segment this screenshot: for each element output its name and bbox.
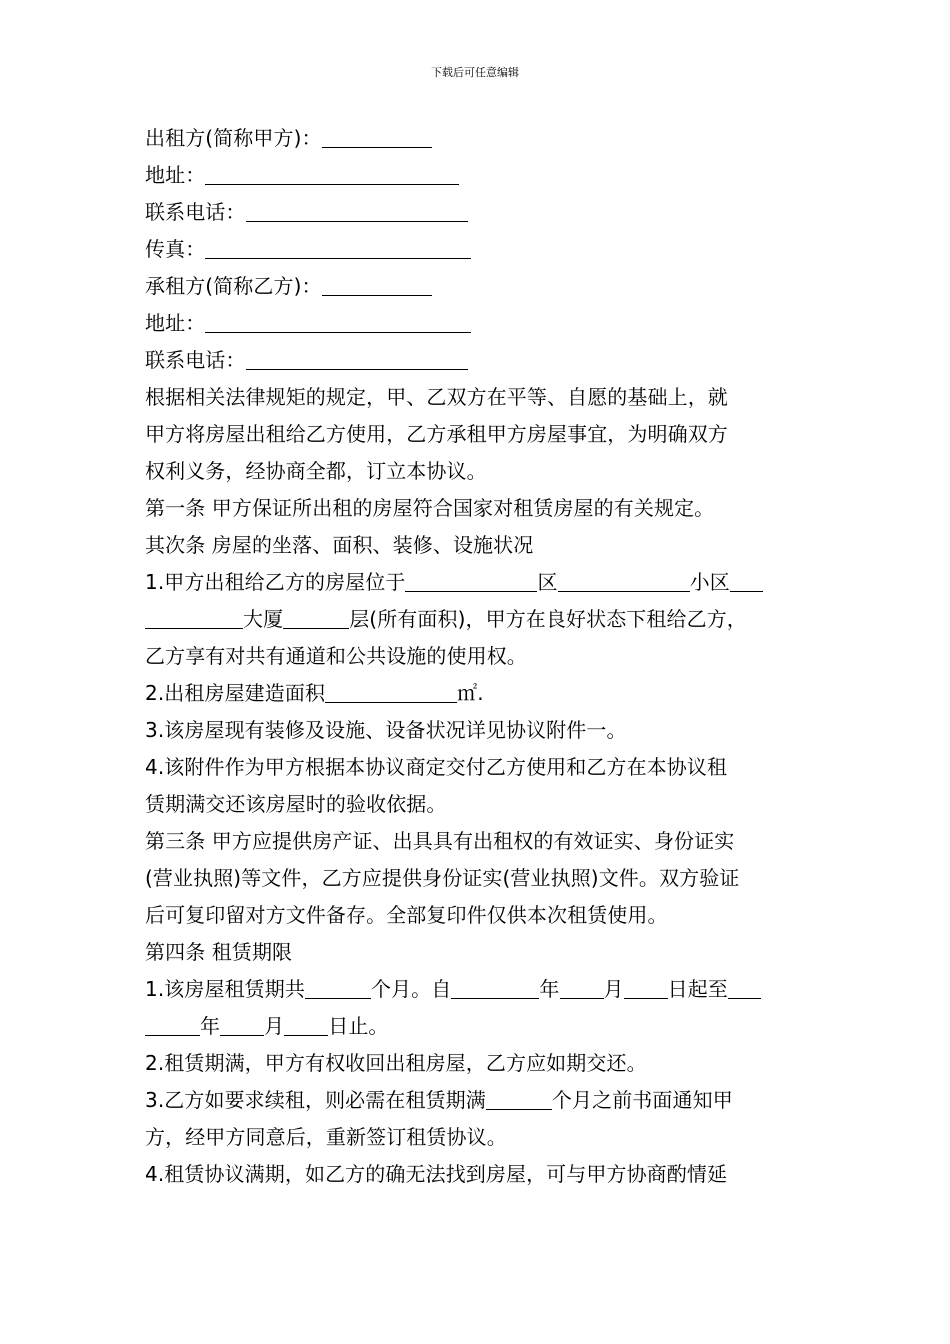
a2-item1-text: 1.甲方出租给乙方的房屋位于 bbox=[145, 570, 406, 594]
intro-line: 权利义务，经协商全都，订立本协议。 bbox=[145, 459, 487, 483]
contract-body bbox=[145, 120, 810, 1193]
a2-item2-unit: ㎡. bbox=[457, 681, 484, 705]
article-2-item-1-line-3: 乙方享有对共有通道和公共设施的使用权。 bbox=[145, 644, 527, 668]
lessor-address-label: 地址： bbox=[145, 163, 206, 187]
lessor-phone-line bbox=[145, 194, 810, 231]
start-year-blank bbox=[451, 976, 539, 999]
article-4-item-2: 2.租赁期满，甲方有权收回出租房屋，乙方应如期交还。 bbox=[145, 1051, 647, 1075]
a2-item2-text: 2.出租房屋建造面积 bbox=[145, 681, 326, 705]
lessee-address-blank bbox=[205, 310, 471, 333]
end-year-blank-end bbox=[145, 1013, 200, 1036]
article-2-title: 其次条 房屋的坐落、面积、装修、设施状况 bbox=[145, 533, 534, 557]
article-4-item-3-line-2: 方，经甲方同意后，重新签订租赁协议。 bbox=[145, 1125, 507, 1149]
article-2-item-1-line-1 bbox=[145, 564, 810, 601]
lessor-name-blank bbox=[322, 125, 432, 148]
lessee-line bbox=[145, 268, 810, 305]
article-1: 第一条 甲方保证所出租的房屋符合国家对租赁房屋的有关规定。 bbox=[145, 496, 715, 520]
lessor-address-line bbox=[145, 157, 810, 194]
lessee-name-blank bbox=[322, 273, 432, 296]
article-4-title: 第四条 租赁期限 bbox=[145, 940, 293, 964]
end-month-blank bbox=[220, 1013, 264, 1036]
a4-item1-end-month-label: 月 bbox=[264, 1014, 285, 1038]
a4-item3-notice-text: 个月之前书面通知甲 bbox=[551, 1088, 733, 1112]
a4-item1-text: 1.该房屋租赁期共 bbox=[145, 977, 305, 1001]
a2-item1-district-label: 区 bbox=[537, 570, 558, 594]
lessee-phone-label: 联系电话： bbox=[145, 348, 246, 372]
lessor-fax-label: 传真： bbox=[145, 237, 206, 261]
start-day-blank bbox=[624, 976, 668, 999]
lessee-address-label: 地址： bbox=[145, 311, 206, 335]
a4-item1-end-day-label: 日止。 bbox=[328, 1014, 389, 1038]
page-header-note: 下载后可任意编辑 bbox=[431, 66, 519, 79]
building-blank-start bbox=[730, 569, 763, 592]
lessor-label: 出租方(简称甲方)： bbox=[145, 126, 322, 150]
community-blank bbox=[558, 569, 690, 592]
a4-item3-text: 3.乙方如要求续租，则必需在租赁期满 bbox=[145, 1088, 486, 1112]
building-blank-end bbox=[145, 606, 243, 629]
a2-item1-community-label: 小区 bbox=[689, 570, 730, 594]
article-3-line: 后可复印留对方文件备存。全部复印件仅供本次租赁使用。 bbox=[145, 903, 668, 927]
lessee-address-line bbox=[145, 305, 810, 342]
lessee-label: 承租方(简称乙方)： bbox=[145, 274, 322, 298]
end-year-blank-start bbox=[728, 976, 761, 999]
a2-item1-floor-text: 层(所有面积)，甲方在良好状态下租给乙方， bbox=[349, 607, 747, 631]
lessor-fax-line bbox=[145, 231, 810, 268]
lessee-phone-line bbox=[145, 342, 810, 379]
intro-line: 甲方将房屋出租给乙方使用，乙方承租甲方房屋事宜，为明确双方 bbox=[145, 422, 728, 446]
a4-item1-until-label: 日起至 bbox=[667, 977, 728, 1001]
floor-blank bbox=[283, 606, 349, 629]
area-blank bbox=[325, 680, 457, 703]
article-3-line: 第三条 甲方应提供房产证、出具具有出租权的有效证实、身份证实 bbox=[145, 829, 735, 853]
lessor-fax-blank bbox=[205, 236, 471, 259]
article-2-item-4-line: 4.该附件作为甲方根据本协议商定交付乙方使用和乙方在本协议租 bbox=[145, 755, 728, 779]
intro-line: 根据相关法律规矩的规定，甲、乙双方在平等、自愿的基础上，就 bbox=[145, 385, 728, 409]
months-blank bbox=[305, 976, 371, 999]
a4-item1-end-year-label: 年 bbox=[200, 1014, 221, 1038]
article-4-item-3-line-1 bbox=[145, 1082, 810, 1119]
start-month-blank bbox=[560, 976, 604, 999]
a4-item1-from-label: 个月。自 bbox=[370, 977, 452, 1001]
lessor-address-blank bbox=[205, 162, 459, 185]
end-day-blank bbox=[284, 1013, 328, 1036]
lessor-phone-blank bbox=[246, 199, 468, 222]
article-2-item-2 bbox=[145, 675, 810, 712]
lessee-phone-blank bbox=[246, 347, 468, 370]
lessor-phone-label: 联系电话： bbox=[145, 200, 246, 224]
a4-item1-year-label: 年 bbox=[539, 977, 560, 1001]
article-2-item-1-line-2 bbox=[145, 601, 810, 638]
article-3-line: (营业执照)等文件，乙方应提供身份证实(营业执照)文件。双方验证 bbox=[145, 866, 740, 890]
article-2-item-4-line: 赁期满交还该房屋时的验收依据。 bbox=[145, 792, 447, 816]
lessor-line bbox=[145, 120, 810, 157]
a4-item1-month-label: 月 bbox=[603, 977, 624, 1001]
article-4-item-1-line-2 bbox=[145, 1008, 810, 1045]
article-4-item-1-line-1 bbox=[145, 971, 810, 1008]
notice-months-blank bbox=[486, 1087, 552, 1110]
a2-item1-building-label: 大厦 bbox=[243, 607, 284, 631]
article-4-item-4: 4.租赁协议满期，如乙方的确无法找到房屋，可与甲方协商酌情延 bbox=[145, 1162, 728, 1186]
district-blank bbox=[405, 569, 537, 592]
article-2-item-3: 3.该房屋现有装修及设施、设备状况详见协议附件一。 bbox=[145, 718, 627, 742]
